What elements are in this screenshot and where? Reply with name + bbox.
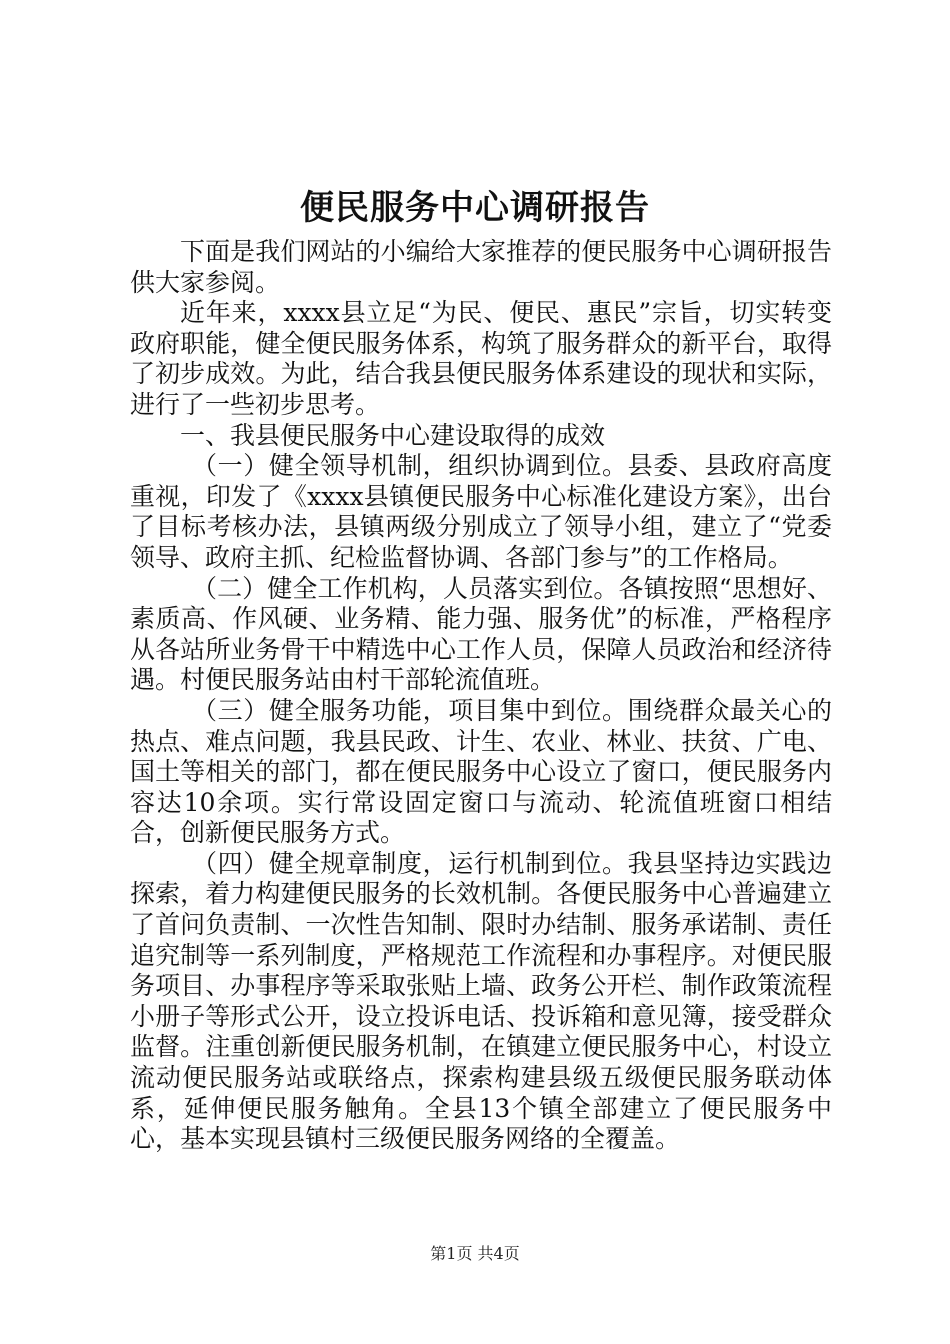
item-paragraph-2: （二）健全工作机构，人员落实到位。各镇按照“思想好、素质高、作风硬、业务精、能力强、服务优”的标准，严格程序从各站所业务骨干中精选中心工作人员，保障人员政治和经济待遇。村便民服务站由村干部轮流值班。 xyxy=(130,573,832,695)
item-paragraph-1: （一）健全领导机制，组织协调到位。县委、县政府高度重视，印发了《xxxx县镇便民服务中心标准化建设方案》，出台了目标考核办法，县镇两级分别成立了领导小组，建立了“党委领导、政府主抓、纪检监督协调、各部门参与”的工作格局。 xyxy=(130,451,832,572)
intro-paragraph: 下面是我们网站的小编给大家推荐的便民服务中心调研报告供大家参阅。 xyxy=(130,237,832,297)
section-heading: 一、我县便民服务中心建设取得的成效 xyxy=(180,420,606,450)
document-body xyxy=(130,237,832,1155)
document-title: 便民服务中心调研报告 xyxy=(300,188,650,228)
background-paragraph: 近年来，xxxx县立足“为民、便民、惠民”宗旨，切实转变政府职能，健全便民服务体系，构筑了服务群众的新平台，取得了初步成效。为此，结合我县便民服务体系建设的现状和实际，进行了一些初步思考。 xyxy=(130,298,832,419)
page-number-footer: 第1页 共4页 xyxy=(430,1244,520,1263)
item-paragraph-4: （四）健全规章制度，运行机制到位。我县坚持边实践边探索，着力构建便民服务的长效机制。各便民服务中心普遍建立了首问负责制、一次性告知制、限时办结制、服务承诺制、责任追究制等一系列制度，严格规范工作流程和办事程序。对便民服务项目、办事程序等采取张贴上墙、政务公开栏、制作政策流程小册子等形式公开，设立投诉电话、投诉箱和意见簿，接受群众监督。注重创新便民服务机制，在镇建立便民服务中心，村设立流动便民服务站或联络点，探索构建县级五级便民服务联动体系，延伸便民服务触角。全县13个镇全部建立了便民服务中心，基本实现县镇村三级便民服务网络的全覆盖。 xyxy=(130,848,832,1154)
item-paragraph-3: （三）健全服务功能，项目集中到位。围绕群众最关心的热点、难点问题，我县民政、计生、农业、林业、扶贫、广电、国土等相关的部门，都在便民服务中心设立了窗口，便民服务内容达10余项。实行常设固定窗口与流动、轮流值班窗口相结合，创新便民服务方式。 xyxy=(130,695,832,848)
